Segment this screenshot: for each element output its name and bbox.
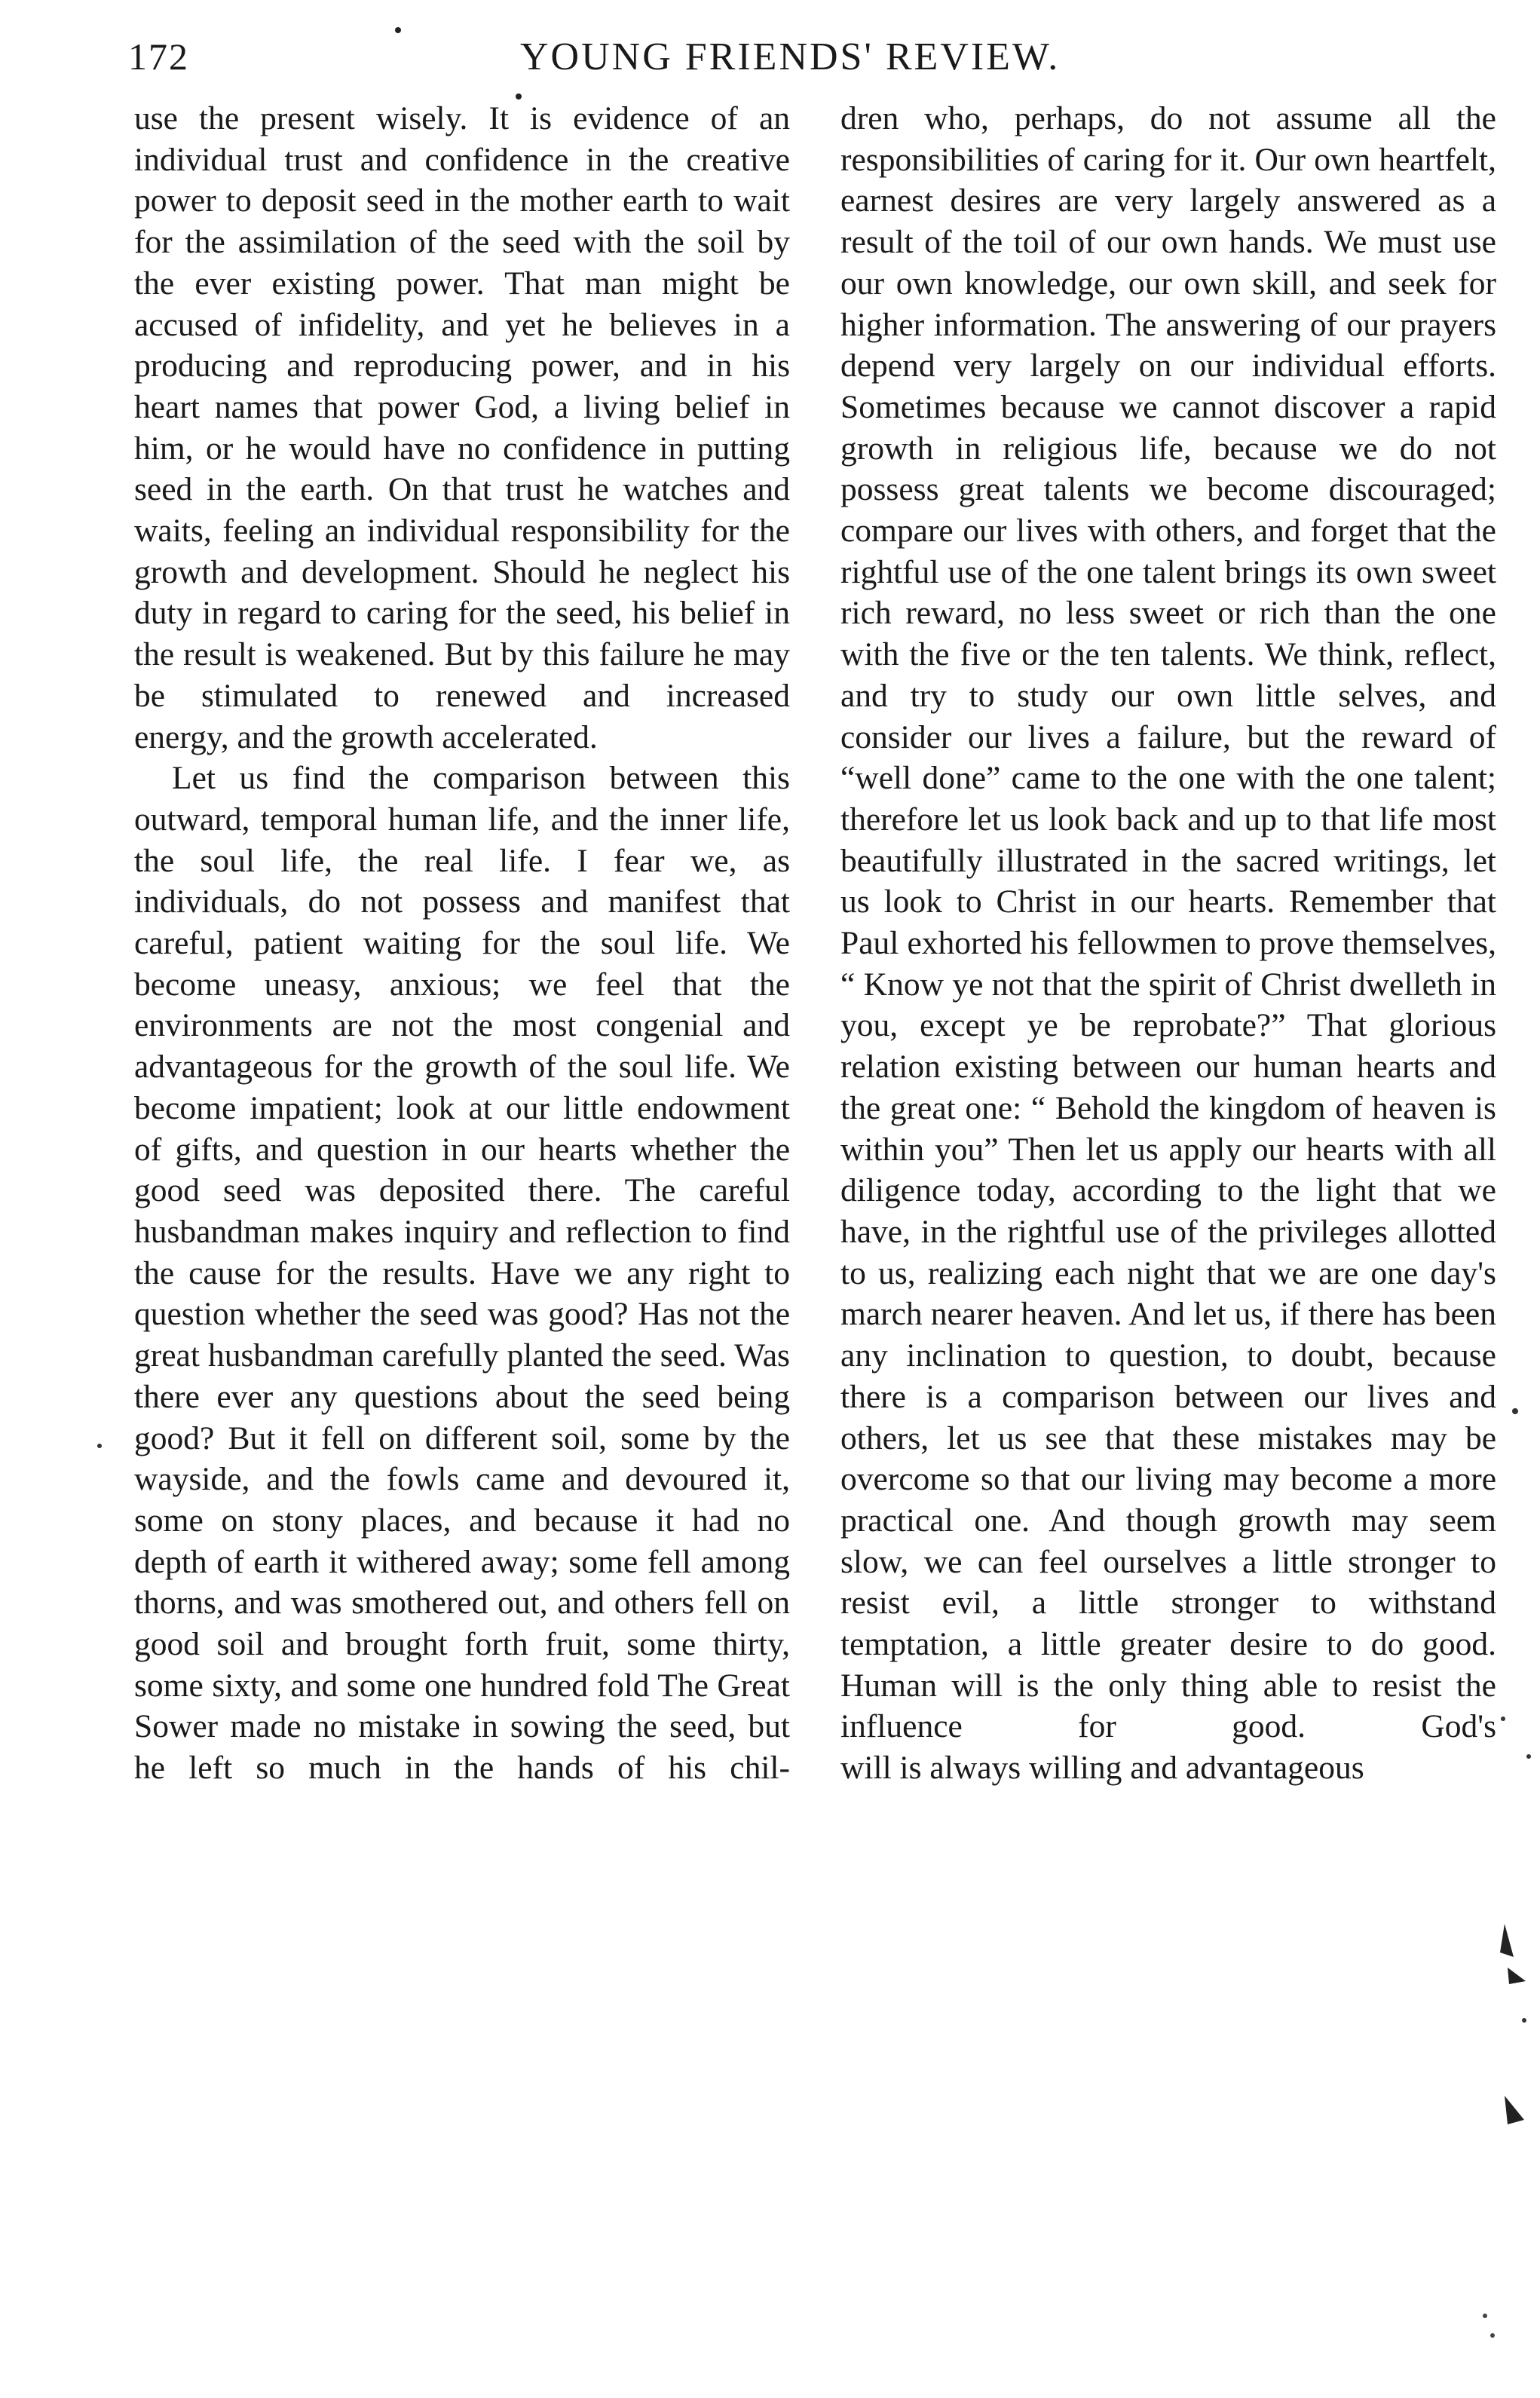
page-number: 172 <box>128 35 189 78</box>
left-paragraph-1-text: use the present wisely. It is evidence of an individual trust and confidence in the creative power to deposit seed in the mother earth to wait for the assimilation of the seed with the soil by the ever existing power. That man might be accused of infidelity, and yet he believes in a producing and reproducing power, and in his heart names that power God, a living belief in him, or he would have no confidence in putting seed in the earth. On that trust he watches and waits, feeling an individual responsibility for the growth and development. Should he neglect his duty in regard to caring for the seed, his belief in the result is weakened. But by this failure he may be stimulated to renewed and increased <box>134 100 790 714</box>
right-paragraph-1-last-line: will is always willing and advantageous <box>840 1750 1364 1787</box>
speck <box>1522 2018 1526 2023</box>
right-paragraph-1-text: dren who, perhaps, do not assume all the responsibilities of caring for it. Our own heartfelt, earnest desires are very largely answered as a result of the toil of our own hands. We must use our own knowledge, our own skill, and seek for higher information. The answering of our prayers depend very largely on our individual efforts. Sometimes because we cannot discover a rapid growth in religious life, because we do not possess great talents we become discouraged; compare our lives with others, and forget that the rightful use of the one talent brings its own sweet rich reward, no less sweet or rich than the one with the five or the ten talents. We think, reflect, and try to study our own little selves, and consider our lives a failure, but the reward of “well done” came to the one with the one talent; therefore let us look back and up to that life most beautifully illustrated in the sacred writings, let us look to Christ in our hearts. Remember that Paul exhorted his fellowmen to prove themselves, “ Know ye not that the spirit of Christ dwelleth in you, except ye be reprobate?” That glorious relation existing between our human hearts and the great one: “ Behold the kingdom of heaven is within you” Then let us apply our hearts with all diligence today, according to the light that we have, in the rightful use of the privileges allotted to us, realizing each night that we are one day's march nearer heaven. And let us, if there has been any inclination to question, to doubt, because there is a comparison between our lives and others, let us see that these mistakes may be overcome so that our living may become a more practical one. And though growth may seem slow, we can feel ourselves a little stronger to resist evil, a little stronger to withstand temptation, a little greater desire to do good. Human will is the only thing able to resist the influence for good. God's <box>840 100 1496 1745</box>
right-column <box>840 98 1496 1789</box>
left-paragraph-2: Let us find the comparison between this outward, temporal human life, and the inner life, the soul life, the real life. I fear we, as individuals, do not possess and manifest that careful, patient waiting for the soul life. We become uneasy, anxious; we feel that the environments are not the most congenial and advantageous for the growth of the soul life. We become impatient; look at our little endowment of gifts, and question in our hearts whether the good seed was deposited there. The careful husbandman makes inquiry and reflection to find the cause for the results. Have we any right to question whether the seed was good? Has not the great husbandman carefully planted the seed. Was there ever any questions about the seed being good? But it fell on different soil, some by the wayside, and the fowls came and devoured it, some on stony places, and because it had no depth of earth it withered away; some fell among thorns, and was smothered out, and others fell on good soil and brought forth fruit, some thirty, some sixty, and some one hundred fold The Great Sower made no mistake in sowing the seed, but he left so much in the hands of his chil- <box>134 760 790 1787</box>
left-paragraph-1 <box>134 98 790 758</box>
speck <box>1490 2333 1495 2338</box>
speck <box>1501 1717 1505 1721</box>
left-paragraph-1-last-line: energy, and the growth accelerated. <box>134 718 598 755</box>
left-column <box>134 98 790 1789</box>
running-title: YOUNG FRIENDS' REVIEW. <box>520 35 1061 78</box>
speck <box>1500 1924 1514 1957</box>
speck <box>97 1444 102 1448</box>
speck <box>1505 2096 1524 2124</box>
speck <box>1508 1968 1526 1984</box>
speck <box>1526 1754 1531 1759</box>
speck <box>1512 1408 1518 1414</box>
right-paragraph-1 <box>840 98 1496 1789</box>
speck <box>1483 2314 1487 2318</box>
page-header <box>128 29 1123 89</box>
